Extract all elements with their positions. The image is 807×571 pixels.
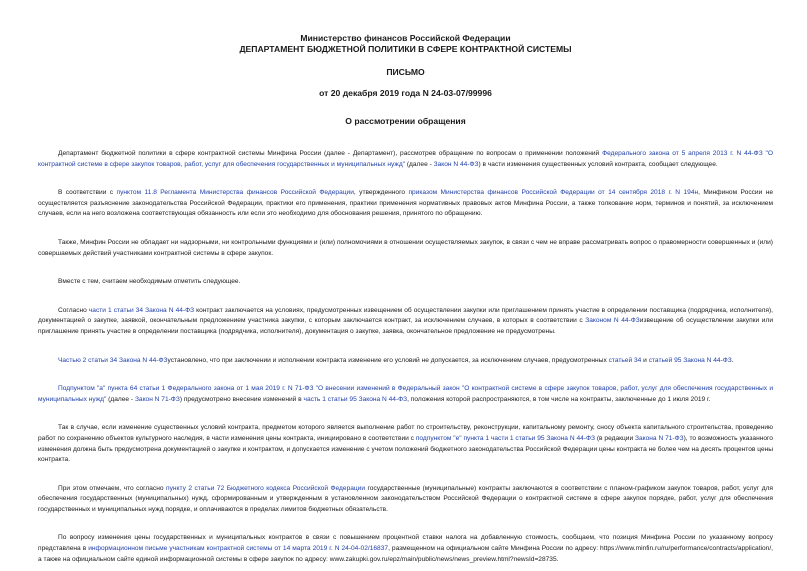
legal-reference-link[interactable]: часть 1 статьи 95 Закона N 44-ФЗ — [303, 395, 408, 403]
body-paragraph — [38, 484, 773, 516]
department-name: ДЕПАРТАМЕНТ БЮДЖЕТНОЙ ПОЛИТИКИ В СФЕРЕ КОНТРАКТНОЙ СИСТЕМЫ — [239, 44, 572, 54]
paragraph-text: и — [641, 356, 649, 364]
body-paragraph — [38, 188, 773, 220]
paragraph-text: , размещенном на официальном сайте Минфина России по адресу: https://www.minfin.ru/ru/performance/contracts/application/, а также на официальном сайте единой информационной системы в сфере закупок по адресу: www.zakupki.gov.ru/epz/main/public/news/news_preview.html?newsId=28735. — [38, 545, 774, 563]
legal-reference-link[interactable]: приказом Министерства финансов Российской Федерации от 14 сентября 2018 г. N 194н — [408, 189, 699, 197]
body-paragraph — [38, 423, 773, 465]
body-paragraph — [38, 238, 773, 259]
paragraph-text: Так в случае, если изменение существенных условий контракта, предметом которого является выполнение работ по строительству, реконструкции, капитальному ремонту, сносу объекта капитального строительства, проведению работ по сохранению объектов культурного наследия, в части изменения цены контракта, инициировано в соответствии с — [38, 424, 773, 442]
legal-reference-link[interactable]: Подпунктом "а" пункта 64 статьи 1 Федерального закона от 1 мая 2019 г. N 71-ФЗ "О внесении изменений в Федеральный закон "О контрактной системе в сфере закупок товаров, работ, услуг для обеспечения государственных и муниципальных нужд" — [38, 385, 773, 403]
legal-reference-link[interactable]: пунктом 11.8 Регламента Министерства финансов Российской Федерации — [116, 189, 354, 197]
paragraph-text: , Минфином России не осуществляется разъяснение законодательства Российской Федерации, практики его применения, практики применения нормативных правовых актов Минфина России, а также толкование норм, терминов и понятий, за исключением случаев, если на него возложена соответствующая обязанность или если это необходимо для обоснования решения, принятого по обращению. — [38, 189, 773, 218]
document-type: ПИСЬМО — [386, 67, 425, 77]
paragraph-text: ) предусмотрено внесение изменений в — [179, 395, 304, 403]
body-paragraph — [38, 356, 773, 367]
legal-reference-link[interactable]: Закона N 71-ФЗ — [635, 434, 684, 442]
paragraph-text: контракт заключается на условиях, предусмотренных извещением об осуществлении закупки или приглашением принять участие в определении поставщика (подрядчика, исполнителя), документацией о закупке, заявкой, окончательным предложением участника закупки, с которым заключается контракт, за исключением случаев, в которых в соответствии с — [38, 306, 773, 325]
paragraph-text: ) в части изменения существенных условий контракта, сообщает следующее. — [478, 160, 718, 168]
ministry-name: Министерство финансов Российской Федерации — [300, 33, 511, 43]
paragraph-text: (в редакции — [594, 434, 635, 442]
paragraph-text: . — [731, 356, 734, 364]
paragraph-text: Вместе с тем, считаем необходимым отметить следующее. — [58, 278, 241, 286]
paragraph-text: извещение об осуществлении закупки или приглашение принять участие в определении поставщика (подрядчика, исполнителя), документация о закупке, заявка, окончательное предложение не предусмотрены. — [38, 317, 773, 335]
legal-reference-link[interactable]: Федерального закона от 5 апреля 2013 г. N 44-ФЗ "О контрактной системе в сфере закупок товаров, работ, услуг для обеспечения государственных и муниципальных нужд" — [38, 150, 773, 168]
legal-reference-link[interactable]: подпунктом "е" пункта 1 части 1 статьи 95 Закона N 44-ФЗ — [415, 434, 595, 442]
paragraph-text: (далее - — [106, 395, 135, 403]
legal-reference-link[interactable]: части 1 статьи 34 Закона N 44-ФЗ — [88, 306, 195, 314]
body-paragraph — [38, 149, 773, 170]
legal-reference-link[interactable]: пункту 2 статьи 72 Бюджетного кодекса Российской Федерации — [166, 484, 366, 492]
document-subject: О рассмотрении обращения — [345, 116, 466, 126]
paragraph-text: Согласно — [58, 306, 89, 314]
body-paragraph — [38, 277, 773, 288]
legal-reference-link[interactable]: статьей 34 — [608, 356, 642, 364]
paragraph-text: По вопросу изменения цены государственных и муниципальных контрактов в связи с повышением процентной ставки налога на добавленную стоимость, сообщаем, что позиция Минфина России по указанному вопросу представлена в — [38, 534, 773, 553]
paragraph-text: государственные (муниципальные) контракты заключаются в соответствии с планом-графиком закупок товаров, работ, услуг для обеспечения государственных (муниципальных) нужд, сформированным и утвержденным в установленном законодательством Российской Федерации о контрактной системе в сфере закупок порядке, работ, услуг для обеспечения государственных и муниципальных нужд порядке, и оплачиваются в пределах лимитов бюджетных обязательств. — [38, 484, 773, 513]
paragraph-text: Департамент бюджетной политики в сфере контрактной системы Минфина России (далее - Департамент), рассмотрев обращение по вопросам о применении положений — [58, 150, 603, 157]
legal-reference-link[interactable]: Закон N 44-ФЗ — [433, 160, 479, 168]
paragraph-text: , утвержденного — [353, 189, 409, 197]
legal-reference-link[interactable]: Частью 2 статьи 34 Закона N 44-ФЗ — [58, 356, 168, 364]
body-paragraph — [38, 533, 773, 565]
legal-reference-link[interactable]: Законом N 44-ФЗ — [585, 317, 640, 325]
paragraph-text: , положения которой распространяются, в том числе на контракты, заключенные до 1 июля 2019 г. — [407, 395, 711, 403]
body-paragraph — [38, 384, 773, 405]
paragraph-text: ), то возможность указанного изменения должна быть предусмотрена документацией о закупке и контрактом, и допускается изменение с учетом положений бюджетного законодательства Российской Федерации цены контракта не более чем на десять процентов цены контракта. — [38, 434, 773, 464]
document-date-number: от 20 декабря 2019 года N 24-03-07/99996 — [319, 88, 492, 98]
paragraph-text: В соответствии с — [58, 189, 117, 197]
document-body — [38, 149, 773, 565]
legal-reference-link[interactable]: информационном письме участникам контрактной системы от 14 марта 2019 г. N 24-04-02/16837 — [88, 545, 389, 553]
legal-reference-link[interactable]: статьей 95 Закона N 44-ФЗ — [648, 356, 732, 364]
legal-reference-link[interactable]: Закон N 71-ФЗ — [134, 395, 180, 403]
body-paragraph — [38, 306, 773, 338]
paragraph-text: Также, Минфин России не обладает ни надзорными, ни контрольными функциями и (или) полномочиями в отношении осуществляемых закупок, в связи с чем не вправе рассматривать вопрос о правомерности совершенных и (или) совершаемых действий участниками контрактной системы в сфере закупок. — [38, 238, 773, 257]
paragraph-text: установлено, что при заключении и исполнении контракта изменение его условий не допускается, за исключением случаев, предусмотренных — [167, 356, 609, 364]
paragraph-text: (далее - — [405, 160, 434, 168]
paragraph-text: При этом отмечаем, что согласно — [58, 484, 167, 492]
